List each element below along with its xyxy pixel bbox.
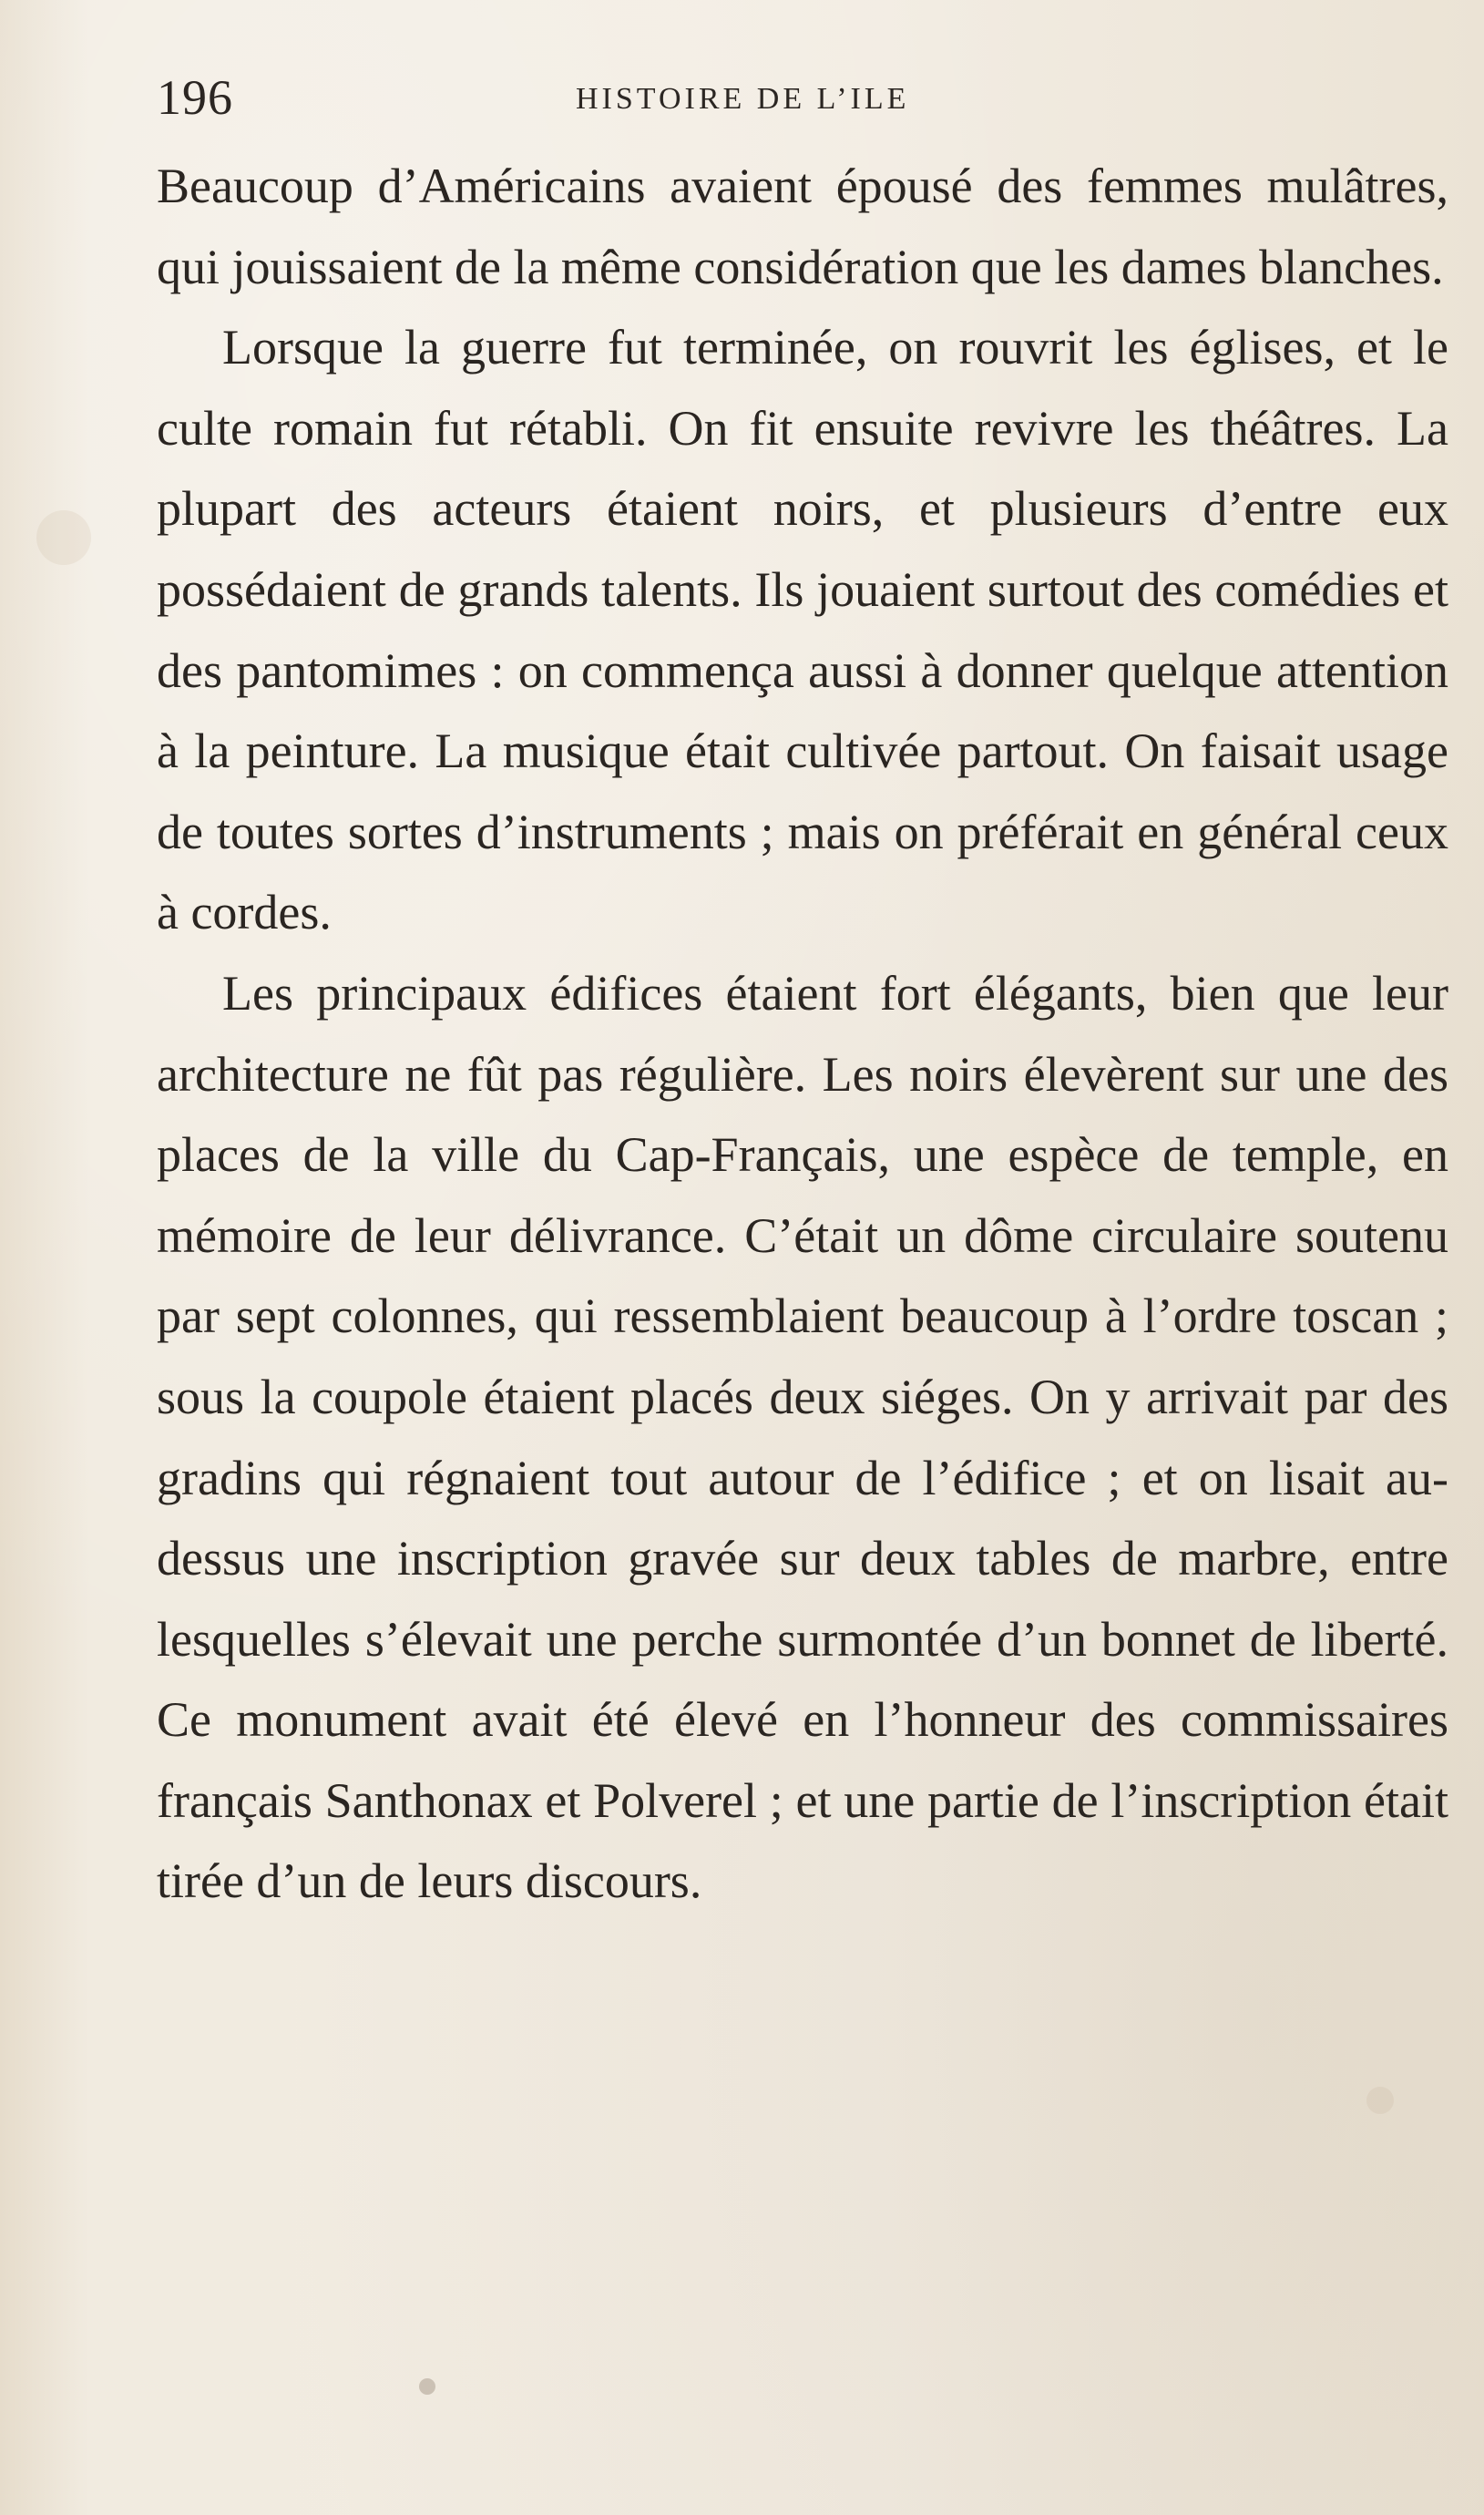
paragraph: Beaucoup d’Américains avaient épousé des femmes mulâtres, qui jouissaient de la même considération que les dames blanches. <box>157 159 1448 294</box>
page-number: 196 <box>157 70 233 125</box>
page-header <box>157 66 1450 129</box>
running-head: HISTOIRE DE L’ILE <box>576 82 910 116</box>
paragraph: Lorsque la guerre fut terminée, on rouvrit les églises, et le culte romain fut rétabli. On fit ensuite revivre les théâtres. La plupart des acteurs étaient noirs, et plusieurs d’entre eux possédaient de grands talents. Ils jouaient surtout des comédies et des pantomimes : on commença aussi à donner quelque attention à la peinture. La musique était cultivée partout. On faisait usage de toutes sortes d’instruments ; mais on préférait en général ceux à cordes. <box>157 320 1448 940</box>
body-text <box>157 146 1448 1922</box>
paper-stain <box>419 2378 435 2395</box>
paper-stain <box>36 510 91 565</box>
paper-stain <box>1366 2087 1394 2114</box>
paragraph: Les principaux édifices étaient fort élégants, bien que leur architecture ne fût pas régulière. Les noirs élevèrent sur une des places de la ville du Cap-Français, une espèce de temple, en mémoire de leur délivrance. C’était un dôme circulaire soutenu par sept colonnes, qui ressemblaient beaucoup à l’ordre toscan ; sous la coupole étaient placés deux siéges. On y arrivait par des gradins qui régnaient tout autour de l’édifice ; et on lisait au-dessus une inscription gravée sur deux tables de marbre, entre lesquelles s’élevait une perche surmontée d’un bonnet de liberté. Ce monument avait été élevé en l’honneur des commissaires français Santhonax et Polverel ; et une partie de l’inscription était tirée d’un de leurs discours. <box>157 965 1448 1909</box>
